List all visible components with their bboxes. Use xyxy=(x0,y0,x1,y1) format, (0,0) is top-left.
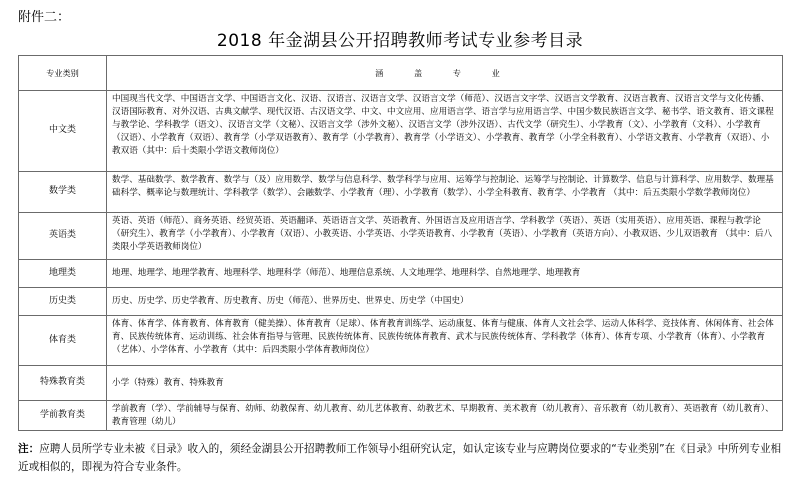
row-category: 特殊教育类 xyxy=(19,366,107,401)
row-category: 体育类 xyxy=(19,316,107,366)
row-category: 地理类 xyxy=(19,260,107,288)
table-row xyxy=(19,401,783,431)
row-category: 学前教育类 xyxy=(19,401,107,431)
row-category: 英语类 xyxy=(19,213,107,260)
table-row xyxy=(19,213,783,260)
header-category: 专业类别 xyxy=(19,56,107,91)
row-category: 中文类 xyxy=(19,91,107,172)
table-row xyxy=(19,260,783,288)
table-header-row xyxy=(19,56,783,91)
footnote-label: 注： xyxy=(18,443,40,455)
footnote xyxy=(18,440,788,476)
row-content: 数学、基础数学、数学教育、数学与（及）应用数学、数学与信息科学、数学科学与应用、运筹学与控制论、运筹学与控制论、计算数学、信息与计算科学、应用数学、数理基础科学、概率论与数理统计、学科教学（数学）、会融数学、小学教育（理）、小学教育（数学）、小学全科教育、教育学、小学教育 （其中：后五类限小学数学教师岗位） xyxy=(107,172,783,213)
row-content: 体育、体育学、体育教育、体育教育（健美操）、体育教育（足球）、体育教育训练学、运动康复、体育与健康、体育人文社会学、运动人体科学、竞技体育、休闲体育、社会体育、民族传统体育、运动训练、社会体育指导与管理、民族传统体育、民族传统体育教育、武术与民族传统体育、学科教学（体育）、体育专项、小学教育（体育）、小学教育（艺体）、小学体育、小学教育（其中：后四类限小学体育教师岗位） xyxy=(107,316,783,366)
table-row xyxy=(19,172,783,213)
page-title: 2018 年金湖县公开招聘教师考试专业参考目录 xyxy=(216,31,584,51)
row-content: 小学（特殊）教育、特殊教育 xyxy=(107,366,783,401)
row-category: 数学类 xyxy=(19,172,107,213)
attachment-label: 附件二： xyxy=(18,10,71,25)
table-row xyxy=(19,316,783,366)
major-catalog-table xyxy=(18,55,783,431)
footnote-text: 应聘人员所学专业未被《目录》收入的，须经金湖县公开招聘教师工作领导小组研究认定，如认定该专业与应聘岗位要求的“专业类别”在《目录》中所列专业相近或相似的，即视为符合专业条件。 xyxy=(18,443,782,473)
row-content: 英语、英语（师范）、商务英语、经贸英语、英语翻译、英语语言文学、英语教育、外国语言及应用语言学、学科教学（英语）、英语（实用英语）、应用英语、课程与教学论（研究生）、教育学（小学教育）、小学教育（双语）、小教英语、小学英语、小学英语教育、小学教育（英语）、小学教育（英语方向）、小教双语、少儿双语教育 （其中：后八类限小学英语教师岗位） xyxy=(107,213,783,260)
row-category: 历史类 xyxy=(19,288,107,316)
table-row xyxy=(19,366,783,401)
table-row xyxy=(19,288,783,316)
row-content: 地理、地理学、地理学教育、地理科学、地理科学（师范）、地理信息系统、人文地理学、地理科学、自然地理学、地理教育 xyxy=(107,260,783,288)
row-content: 中国现当代文学、中国语言文学、中国语言文化、汉语、汉语言、汉语言文学、汉语言文学（师范）、汉语言文字学、汉语言文学教育、汉语言教育、汉语言文学与文化传播、汉语国际教育、对外汉语、古典文献学、现代汉语、古汉语文学、中文、中文应用、应用语言学、语言学与应用语言学、中国少数民族语言文学、秘书学、语文教育、语文课程与教学论、学科教学（语文）、汉语言文学（文秘）、汉语言文学（涉外文秘）、汉语言文学（涉外汉语）、古代文学（研究生）、小学教育（文）、小学教育（文科）、小学教育（汉语）、小学教育（双语）、教育学（小学双语教育）、教育学（小学教育）、教育学（小学语文）、小学教育、教育学（小学全科教育）、小学语文教育、小学教育（双语）、小教双语（其中：后十类限小学语文教师岗位） xyxy=(107,91,783,172)
row-content: 学前教育（学）、学前辅导与保育、幼师、幼教保育、幼儿教育、幼儿艺体教育、幼教艺术、早期教育、美术教育（幼儿教育）、音乐教育（幼儿教育）、英语教育（幼儿教育）、教育管理（幼儿） xyxy=(107,401,783,431)
row-content: 历史、历史学、历史学教育、历史教育、历史（师范）、世界历史、世界史、历史学（中国史） xyxy=(107,288,783,316)
table-row xyxy=(19,91,783,172)
header-content: 涵 盖 专 业 xyxy=(107,56,783,91)
